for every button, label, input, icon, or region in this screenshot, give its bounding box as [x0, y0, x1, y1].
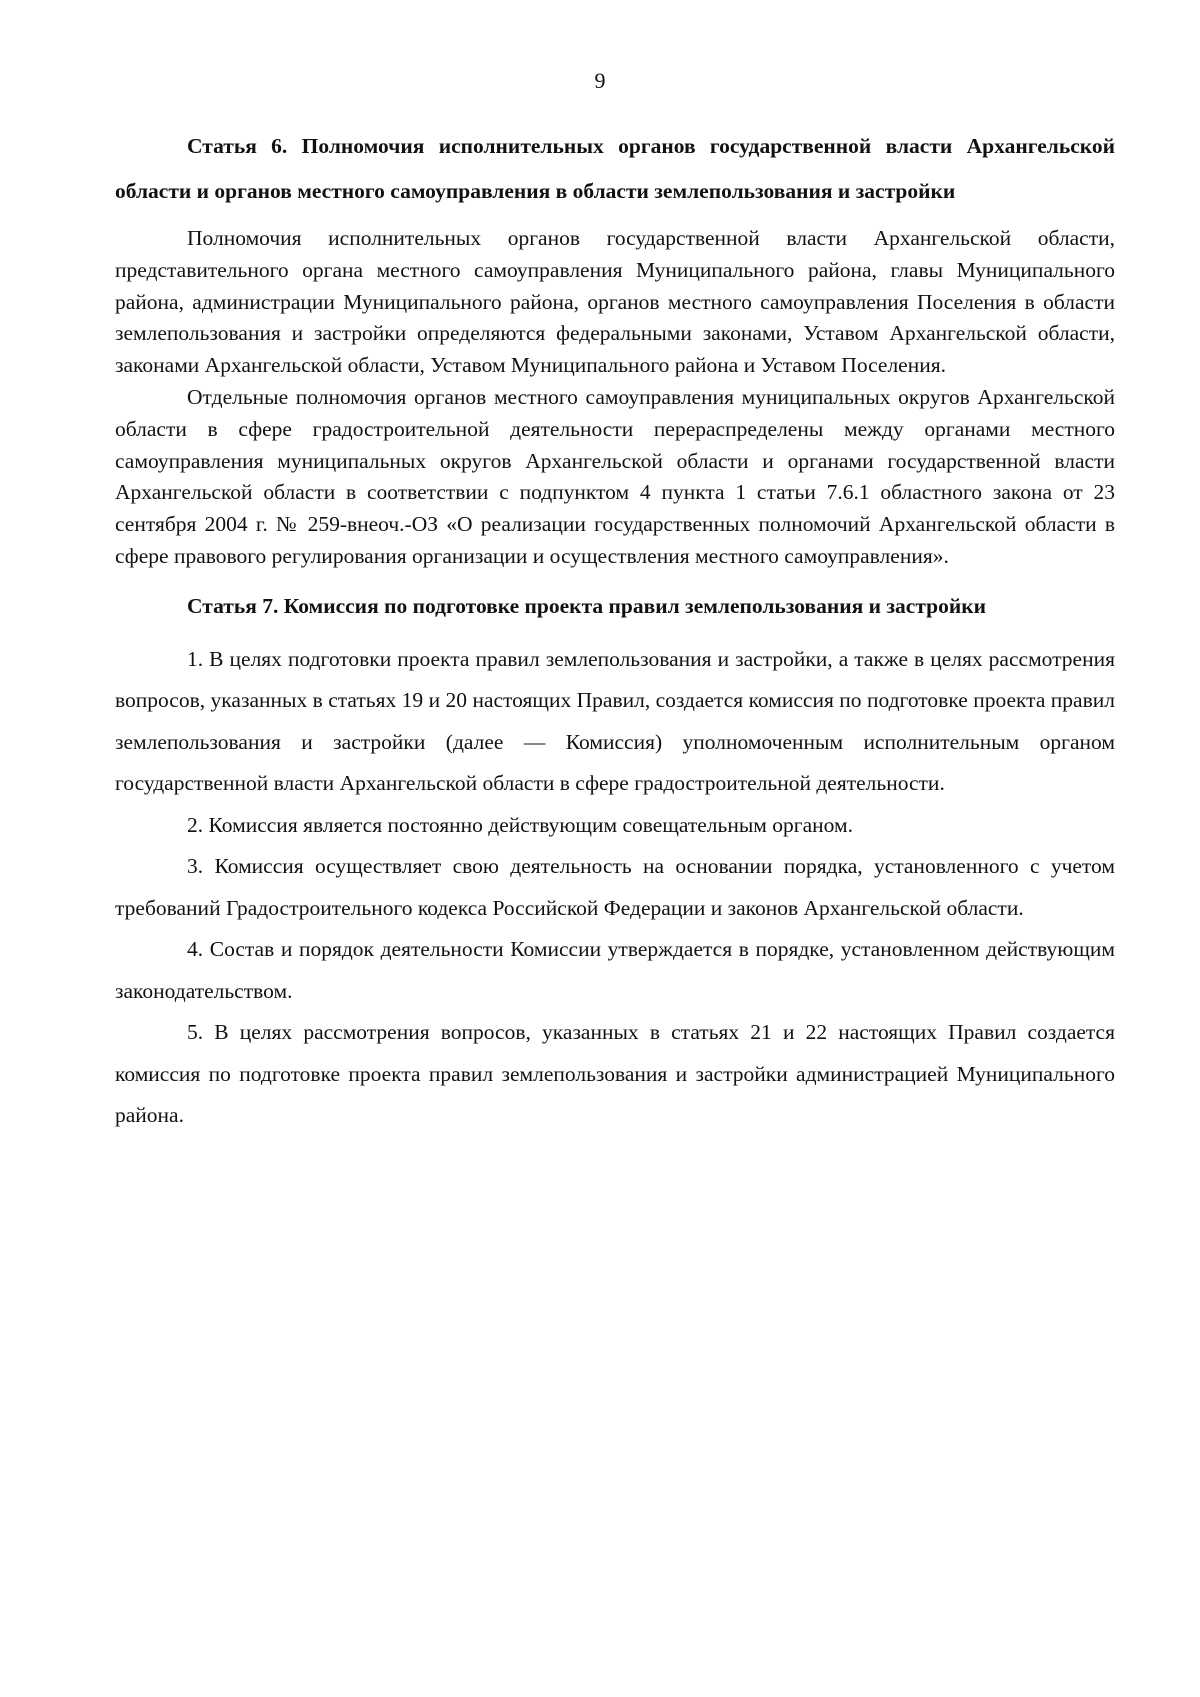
article-6-paragraph-1: Полномочия исполнительных органов государственной власти Архангельской области, представительного органа местного самоуправления Муниципального района, главы Муниципального района, администрации Муниципального района, органов местного самоуправления Поселения в области землепользования и застройки определяются федеральными законами, Уставом Архангельской области, законами Архангельской области, Уставом Муниципального района и Уставом Поселения.: [115, 226, 1115, 378]
article-7-item-3: 3. Комиссия осуществляет свою деятельность на основании порядка, установленного с учетом требований Градостроительного кодекса Российской Федерации и законов Архангельской области.: [115, 854, 1115, 920]
article-7-item-2: 2. Комиссия является постоянно действующим совещательным органом.: [187, 812, 853, 837]
page-number: 9: [594, 68, 606, 93]
article-7-item-4: 4. Состав и порядок деятельности Комиссии утверждается в порядке, установленном действующим законодательством.: [115, 937, 1115, 1003]
article-6-heading: Статья 6. Полномочия исполнительных органов государственной власти Архангельской области и органов местного самоуправления в области землепользования и застройки: [115, 134, 1115, 203]
article-7-item-1: 1. В целях подготовки проекта правил землепользования и застройки, а также в целях рассмотрения вопросов, указанных в статьях 19 и 20 настоящих Правил, создается комиссия по подготовке проекта правил землепользования и застройки (далее — Комиссия) уполномоченным исполнительным органом государственной власти Архангельской области в сфере градостроительной деятельности.: [115, 646, 1115, 796]
document-body: [115, 124, 1115, 1137]
article-7-heading: Статья 7. Комиссия по подготовке проекта правил землепользования и застройки: [187, 593, 987, 618]
article-7-item-5: 5. В целях рассмотрения вопросов, указанных в статьях 21 и 22 настоящих Правил создается комиссия по подготовке проекта правил землепользования и застройки администрацией Муниципального района.: [115, 1020, 1115, 1128]
article-6-paragraph-2: Отдельные полномочия органов местного самоуправления муниципальных округов Архангельской области в сфере градостроительной деятельности перераспределены между органами местного самоуправления муниципальных округов Архангельской области и органами государственной власти Архангельской области в соответствии с подпунктом 4 пункта 1 статьи 7.6.1 областного закона от 23 сентября 2004 г. № 259-внеоч.-ОЗ «О реализации государственных полномочий Архангельской области в сфере правового регулирования организации и осуществления местного самоуправления».: [115, 384, 1115, 568]
